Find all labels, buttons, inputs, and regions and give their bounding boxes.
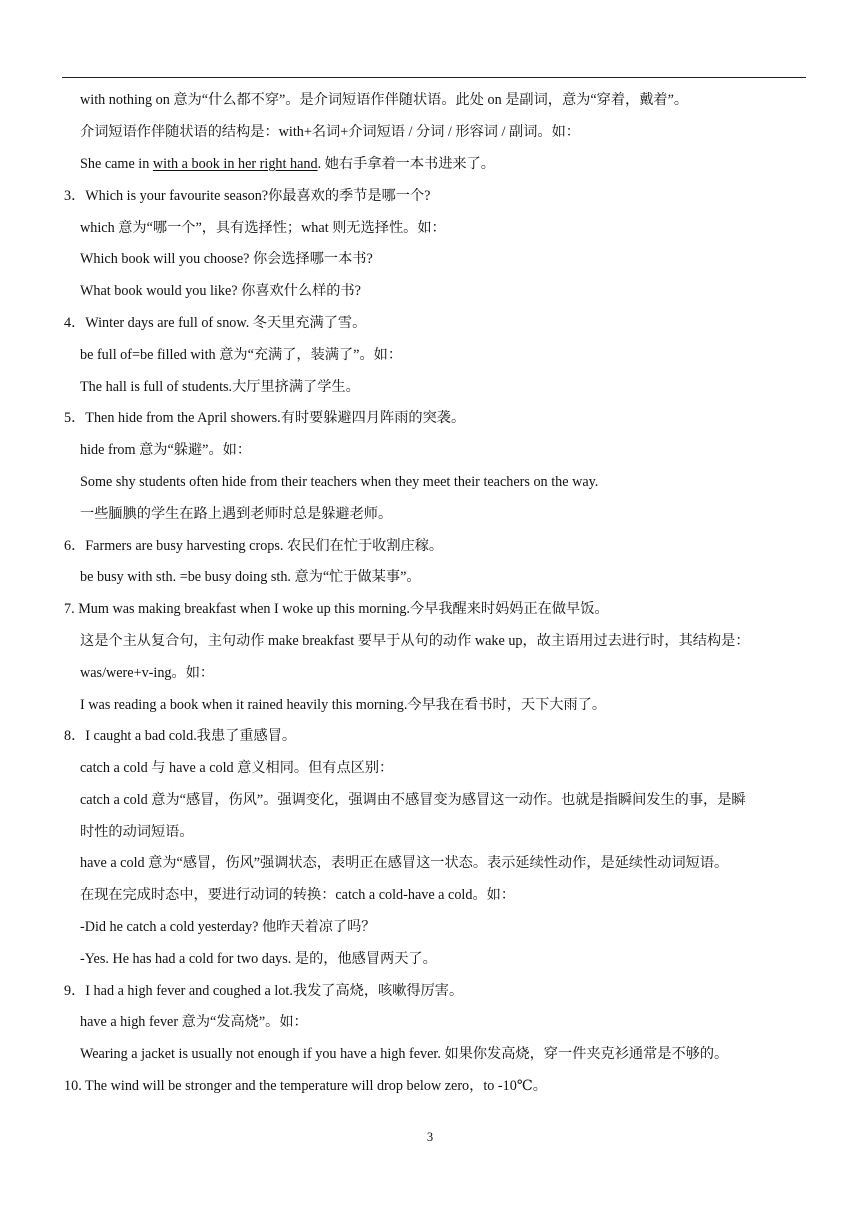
text-line bbox=[80, 155, 495, 173]
text-line: 这是个主从复合句，主句动作 make breakfast 要早于从句的动作 wake up，故主语用过去进行时，其结构是： bbox=[80, 633, 750, 649]
text-line: have a high fever 意为“发高烧”。如： bbox=[80, 1014, 308, 1030]
text-line: -Yes. He has had a cold for two days. 是的，他感冒两天了。 bbox=[80, 951, 437, 967]
text-line: catch a cold 意为“感冒，伤风”。强调变化，强调由不感冒变为感冒这一动作。也就是指瞬间发生的事，是瞬 bbox=[80, 792, 746, 808]
text-span: She came in bbox=[80, 156, 153, 172]
text-line: be full of=be filled with 意为“充满了，装满了”。如： bbox=[80, 347, 403, 363]
text-line: Wearing a jacket is usually not enough if you have a high fever. 如果你发高烧，穿一件夹克衫通常是不够的。 bbox=[80, 1046, 729, 1062]
heading-line: 8．I caught a bad cold.我患了重感冒。 bbox=[64, 728, 297, 744]
header-rule bbox=[62, 77, 806, 78]
heading-line: 5．Then hide from the April showers.有时要躲避四月阵雨的突袭。 bbox=[64, 410, 466, 426]
text-line: be busy with sth. =be busy doing sth. 意为“忙于做某事”。 bbox=[80, 569, 421, 585]
text-line: 在现在完成时态中，要进行动词的转换：catch a cold-have a cold。如： bbox=[80, 887, 516, 903]
text-line: have a cold 意为“感冒，伤风”强调状态，表明正在感冒这一状态。表示延续性动作，是延续性动词短语。 bbox=[80, 855, 729, 871]
text-line: which 意为“哪一个”，具有选择性；what 则无选择性。如： bbox=[80, 220, 446, 236]
heading-line: 4．Winter days are full of snow. 冬天里充满了雪。 bbox=[64, 315, 367, 331]
text-line: 时性的动词短语。 bbox=[80, 824, 194, 840]
text-line: Some shy students often hide from their teachers when they meet their teachers on the way. bbox=[80, 474, 599, 490]
text-line: 介词短语作伴随状语的结构是：with+名词+介词短语 / 分词 / 形容词 / 副词。如： bbox=[80, 124, 580, 140]
text-line: -Did he catch a cold yesterday? 他昨天着凉了吗？ bbox=[80, 919, 376, 935]
heading-line: 10. The wind will be stronger and the temperature will drop below zero，to -10℃。 bbox=[64, 1078, 547, 1094]
text-line: I was reading a book when it rained heavily this morning.今早我在看书时，天下大雨了。 bbox=[80, 697, 607, 713]
text-line: with nothing on 意为“什么都不穿”。是介词短语作伴随状语。此处 on 是副词，意为“穿着，戴着”。 bbox=[80, 92, 689, 108]
text-line: What book would you like? 你喜欢什么样的书? bbox=[80, 283, 361, 299]
text-line: hide from 意为“躲避”。如： bbox=[80, 442, 252, 458]
text-line: was/were+v-ing。如： bbox=[80, 665, 215, 681]
text-line: Which book will you choose? 你会选择哪一本书? bbox=[80, 251, 373, 267]
page-number: 3 bbox=[426, 1130, 434, 1144]
heading-line: 7. Mum was making breakfast when I woke up this morning.今早我醒来时妈妈正在做早饭。 bbox=[64, 601, 609, 617]
heading-line: 6．Farmers are busy harvesting crops. 农民们在忙于收割庄稼。 bbox=[64, 538, 444, 554]
text-line: catch a cold 与 have a cold 意义相同。但有点区别： bbox=[80, 760, 394, 776]
text-line: The hall is full of students.大厅里挤满了学生。 bbox=[80, 379, 360, 395]
underlined-phrase: with a book in her right hand bbox=[152, 156, 318, 172]
text-span: . 她右手拿着一本书进来了。 bbox=[317, 156, 495, 172]
heading-line: 3．Which is your favourite season?你最喜欢的季节是哪一个? bbox=[64, 188, 431, 204]
heading-line: 9．I had a high fever and coughed a lot.我发了高烧，咳嗽得厉害。 bbox=[64, 983, 464, 999]
text-line: 一些腼腆的学生在路上遇到老师时总是躲避老师。 bbox=[80, 506, 393, 522]
